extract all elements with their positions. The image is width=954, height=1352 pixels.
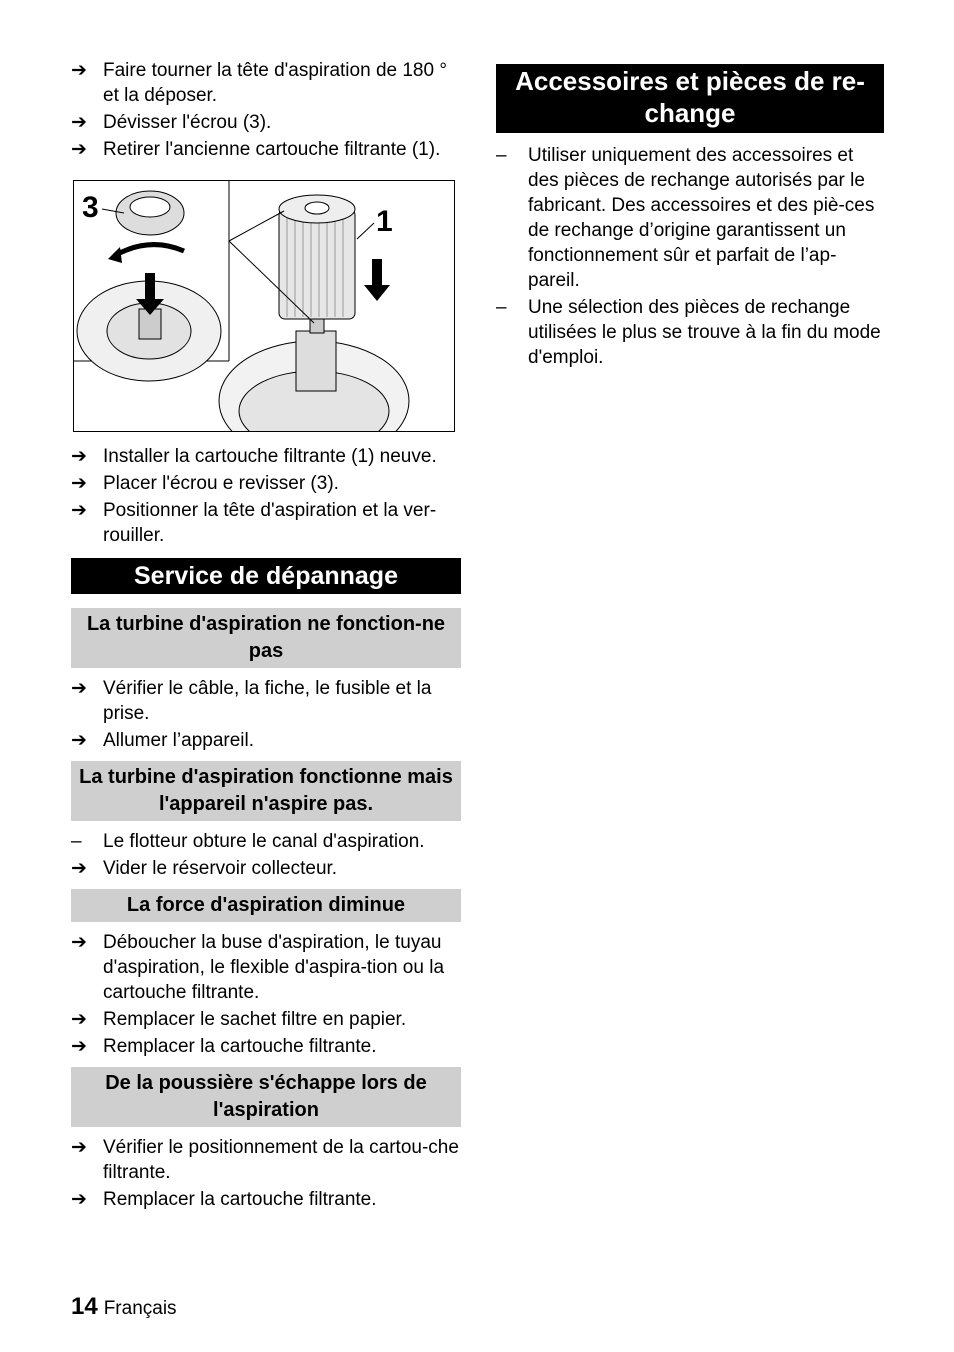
arrow-icon: ➔ bbox=[71, 1137, 87, 1158]
troubleshoot-heading: La force d'aspiration diminue bbox=[71, 889, 461, 922]
instruction-step: ➔ Remplacer le sachet filtre en papier. bbox=[71, 1009, 407, 1030]
instruction-step: ➔ Faire tourner la tête d'aspiration de 180 ° et la déposer. bbox=[71, 60, 447, 106]
dash-icon: – bbox=[71, 831, 82, 852]
section-heading-accessories: Accessoires et pièces de re-change bbox=[496, 64, 884, 133]
cause-item: – Le flotteur obture le canal d'aspiration. bbox=[71, 831, 425, 852]
instruction-step: ➔ Dévisser l'écrou (3). bbox=[71, 112, 272, 133]
arrow-icon: ➔ bbox=[71, 112, 87, 133]
arrow-icon: ➔ bbox=[71, 932, 87, 953]
arrow-icon: ➔ bbox=[71, 1036, 87, 1057]
instruction-step: ➔ Placer l'écrou e revisser (3). bbox=[71, 473, 339, 494]
info-item: – Une sélection des pièces de rechange utilisées le plus se trouve à la fin du mode d'emploi. bbox=[496, 297, 881, 368]
dash-icon: – bbox=[496, 145, 507, 166]
arrow-icon: ➔ bbox=[71, 500, 87, 521]
troubleshoot-heading: La turbine d'aspiration ne fonction-ne pas bbox=[71, 608, 461, 668]
page-number: 14 bbox=[71, 1293, 98, 1320]
instruction-step: ➔ Allumer l’appareil. bbox=[71, 730, 255, 751]
troubleshoot-heading: La turbine d'aspiration fonctionne mais l'appareil n'aspire pas. bbox=[71, 761, 461, 821]
instruction-step: ➔ Vider le réservoir collecteur. bbox=[71, 858, 338, 879]
arrow-icon: ➔ bbox=[71, 446, 87, 467]
left-column bbox=[71, 58, 461, 1214]
footer-language: Français bbox=[103, 1298, 177, 1319]
dash-icon: – bbox=[496, 297, 507, 318]
info-item: – Utiliser uniquement des accessoires et des pièces de rechange autorisés par le fabricant. Des accessoires et des piè-ces de rechange d’origine garantissent un fonctionnement sûr et parfait de l’ap-pareil. bbox=[496, 145, 875, 291]
arrow-icon: ➔ bbox=[71, 139, 87, 160]
instruction-step: ➔ Retirer l'ancienne cartouche filtrante (1). bbox=[71, 139, 441, 160]
instruction-step: ➔ Vérifier le positionnement de la cartou-che filtrante. bbox=[71, 1137, 459, 1183]
instruction-step: ➔ Déboucher la buse d'aspiration, le tuyau d'aspiration, le flexible d'aspira-tion ou la cartouche filtrante. bbox=[71, 932, 445, 1003]
instruction-step: ➔ Remplacer la cartouche filtrante. bbox=[71, 1036, 377, 1057]
arrow-icon: ➔ bbox=[71, 858, 87, 879]
page-footer bbox=[71, 1293, 177, 1321]
instruction-step: ➔ Positionner la tête d'aspiration et la ver-rouiller. bbox=[71, 500, 437, 546]
filter-replacement-illustration bbox=[73, 180, 455, 432]
arrow-icon: ➔ bbox=[71, 473, 87, 494]
arrow-icon: ➔ bbox=[71, 60, 87, 81]
troubleshoot-heading: De la poussière s'échappe lors de l'aspiration bbox=[71, 1067, 461, 1127]
part-label-1: 1 bbox=[376, 205, 393, 238]
arrow-icon: ➔ bbox=[71, 730, 87, 751]
arrow-icon: ➔ bbox=[71, 1009, 87, 1030]
section-heading-service: Service de dépannage bbox=[71, 558, 461, 594]
instruction-step: ➔ Vérifier le câble, la fiche, le fusible et la prise. bbox=[71, 678, 432, 724]
right-column bbox=[496, 64, 884, 372]
arrow-icon: ➔ bbox=[71, 1189, 87, 1210]
instruction-step: ➔ Remplacer la cartouche filtrante. bbox=[71, 1189, 377, 1210]
part-label-3: 3 bbox=[82, 191, 99, 224]
instruction-step: ➔ Installer la cartouche filtrante (1) neuve. bbox=[71, 446, 437, 467]
arrow-icon: ➔ bbox=[71, 678, 87, 699]
